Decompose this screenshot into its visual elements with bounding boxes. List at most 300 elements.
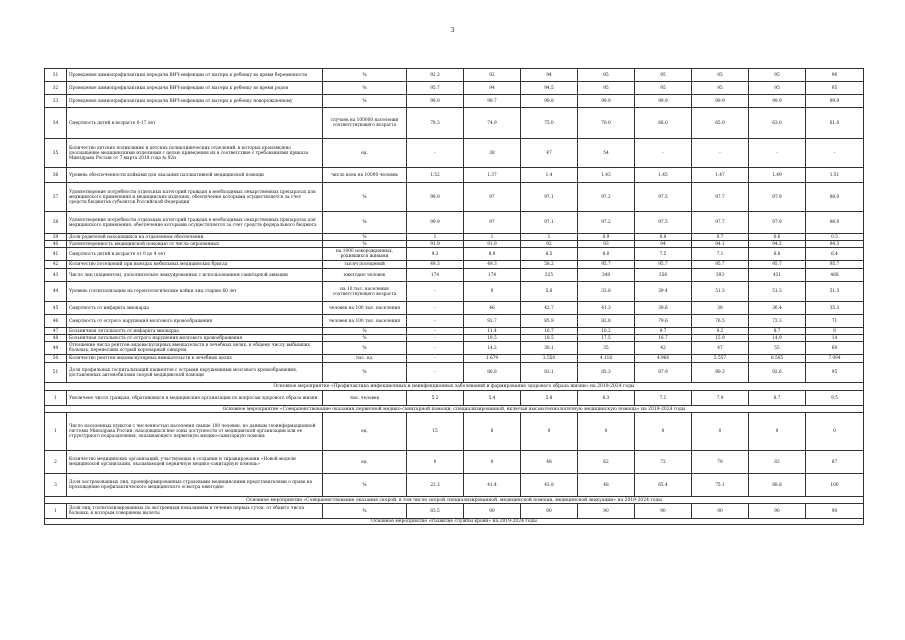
value-cell: 42 <box>635 342 692 355</box>
value-cell: 90 <box>635 504 692 519</box>
value-cell: 91.9 <box>407 241 464 248</box>
value-cell: 9.2 <box>692 328 749 335</box>
value-cell: 38 <box>464 139 521 168</box>
unit-cell: % <box>323 241 407 248</box>
unit-cell: % <box>323 474 407 497</box>
value-cell: 6.505 <box>749 355 806 363</box>
value-cell: 16.7 <box>635 335 692 342</box>
table-row <box>45 413 864 451</box>
table-row <box>45 282 864 302</box>
indicator-name: Увеличено число граждан, обратившихся в медицинские организации по вопросам здорового образа жизни <box>67 391 323 406</box>
value-cell: 85.9 <box>521 315 578 328</box>
value-cell: 4.118 <box>578 355 635 363</box>
value-cell: 49.3 <box>464 261 521 269</box>
value-cell: 99.9 <box>635 95 692 108</box>
indicator-name: Число населенных пунктов с численностью населения свыше 100 человек, по данным геоинформационной системы Минздрава России, находящихся вне зоны доступности от медицинской организации или ее структурного подразделения, оказывающего первичную медико-санитарную помощь <box>67 413 323 451</box>
row-number: 44 <box>45 282 67 302</box>
value-cell: 42.7 <box>521 302 578 315</box>
value-cell: 94.3 <box>806 241 864 248</box>
value-cell: 5.8 <box>521 391 578 406</box>
value-cell: 7.5 <box>635 248 692 261</box>
value-cell: 6.4 <box>806 248 864 261</box>
indicator-name: Проведение химиопрофилактики передачи ВИЧ-инфекции от матери к ребенку во время родов <box>67 82 323 95</box>
unit-cell: ед. <box>323 451 407 474</box>
value-cell: 94.1 <box>692 241 749 248</box>
section-row <box>45 406 864 413</box>
table-row <box>45 315 864 328</box>
value-cell: 8 <box>806 328 864 335</box>
table-row <box>45 328 864 335</box>
row-number: 42 <box>45 261 67 269</box>
value-cell: 1.43 <box>578 168 635 183</box>
value-cell: 83.5 <box>407 504 464 519</box>
value-cell: 99.9 <box>749 95 806 108</box>
value-cell: 15 <box>407 413 464 451</box>
indicator-name: Смертность от острого нарушения мозгового кровообращения <box>67 315 323 328</box>
value-cell: 95 <box>806 363 864 383</box>
value-cell: 0 <box>806 413 864 451</box>
value-cell: - <box>407 302 464 315</box>
unit-cell: тыс. человек <box>323 391 407 406</box>
value-cell: 10.7 <box>521 328 578 335</box>
value-cell: 0 <box>464 451 521 474</box>
value-cell: 80.8 <box>464 363 521 383</box>
value-cell: 8.7 <box>749 328 806 335</box>
row-number: 33 <box>45 95 67 108</box>
value-cell: 76.5 <box>692 315 749 328</box>
row-number: 3 <box>45 474 67 497</box>
value-cell: 90.3 <box>692 363 749 383</box>
unit-cell: на 1000 новорожденных, родившихся живыми <box>323 248 407 261</box>
value-cell: 14.9 <box>749 335 806 342</box>
table-row <box>45 212 864 234</box>
table-row <box>45 451 864 474</box>
indicator-name: Количество детских поликлиник и детских поликлинических отделений, в которых произведено дооснащение медицинскими изделиями с целью приведения их в соответствие с требованиями приказа Минздрава России от 7 марта 2018 года № 92н <box>67 139 323 168</box>
value-cell: 94.5 <box>521 82 578 95</box>
value-cell: 9.7 <box>635 328 692 335</box>
value-cell: 87.9 <box>635 363 692 383</box>
table-row <box>45 69 864 82</box>
value-cell: 1.45 <box>635 168 692 183</box>
value-cell: 97.7 <box>692 212 749 234</box>
section-title: Основное мероприятие «Развитие службы крови» на 2019-2024 годы <box>45 519 864 525</box>
indicator-name: Смертность детей в возрасте 0-17 лет <box>67 108 323 139</box>
value-cell: 97 <box>464 183 521 212</box>
value-cell: 92.6 <box>749 363 806 383</box>
value-cell: 62 <box>578 451 635 474</box>
table-row <box>45 82 864 95</box>
row-number: 45 <box>45 302 67 315</box>
value-cell: 3.550 <box>521 355 578 363</box>
section-title: Основное мероприятие «Совершенствование оказания скорой, в том числе скорой специализированной, медицинской помощи, медицинской эвакуации» на 2019-2024 годы <box>45 497 864 504</box>
value-cell: 92 <box>521 241 578 248</box>
value-cell: 61.0 <box>806 108 864 139</box>
unit-cell: % <box>323 212 407 234</box>
value-cell: 95 <box>692 69 749 82</box>
value-cell: 1.37 <box>464 168 521 183</box>
value-cell: 99.9 <box>806 95 864 108</box>
value-cell: 325 <box>521 269 578 282</box>
value-cell: 87 <box>806 451 864 474</box>
value-cell: 99.9 <box>692 95 749 108</box>
value-cell: 6.6 <box>749 248 806 261</box>
value-cell: 48 <box>578 474 635 497</box>
value-cell: 431 <box>749 269 806 282</box>
row-number: 37 <box>45 183 67 212</box>
value-cell: 90 <box>521 504 578 519</box>
value-cell: 8.0 <box>578 248 635 261</box>
unit-cell: тыс. ед. <box>323 355 407 363</box>
value-cell: 35 <box>578 342 635 355</box>
value-cell: 97.2 <box>578 212 635 234</box>
value-cell: - <box>407 355 464 363</box>
value-cell: 7.1 <box>692 248 749 261</box>
value-cell: - <box>692 139 749 168</box>
indicator-name: Проведение химиопрофилактики передачи ВИЧ-инфекции от матери к ребенку во время беременности <box>67 69 323 82</box>
table-row <box>45 342 864 355</box>
value-cell: 65.4 <box>635 474 692 497</box>
unit-cell: человек на 100 тыс. населения <box>323 315 407 328</box>
value-cell: 39.4 <box>635 282 692 302</box>
section-title: Основное мероприятие «Профилактика инфекционных и неинфекционных заболеваний и формирование здорового образа жизни» на 2019-2024 годы <box>45 383 864 391</box>
value-cell: 95 <box>578 69 635 82</box>
row-number: 34 <box>45 108 67 139</box>
value-cell: 95.7 <box>749 261 806 269</box>
indicator-name: Доля лиц, госпитализированных по экстренным показаниям в течение первых суток, от общего числа больных, к которым совершены вылеты <box>67 504 323 519</box>
value-cell: 468 <box>806 269 864 282</box>
value-cell: 74.9 <box>464 108 521 139</box>
unit-cell: % <box>323 234 407 241</box>
value-cell: 1 <box>407 234 464 241</box>
value-cell: 91.9 <box>464 241 521 248</box>
row-number: 48 <box>45 335 67 342</box>
indicator-name: Уровень обеспеченности койками для оказания паллиативной медицинской помощи <box>67 168 323 183</box>
value-cell: 7.1 <box>635 391 692 406</box>
row-number: 2 <box>45 451 67 474</box>
value-cell: 97.7 <box>692 183 749 212</box>
indicator-name: Проведение химиопрофилактики передачи ВИЧ-инфекции от матери к ребенку новорожденному <box>67 95 323 108</box>
value-cell: 1.4 <box>521 168 578 183</box>
table-row <box>45 248 864 261</box>
row-number: 1 <box>45 413 67 451</box>
value-cell: 5.2 <box>407 391 464 406</box>
indicator-name: Отношение числа рентген-эндоваскулярных вмешательств в лечебных целях, к общему числу выбывших больных, перенесших острый коронарный синдром <box>67 342 323 355</box>
value-cell: - <box>407 315 464 328</box>
value-cell: 15.9 <box>692 335 749 342</box>
value-cell: 1 <box>464 234 521 241</box>
value-cell: 99.9 <box>407 95 464 108</box>
value-cell: 393 <box>692 269 749 282</box>
value-cell: 95.7 <box>407 82 464 95</box>
value-cell: 97.2 <box>578 183 635 212</box>
value-cell: 1.49 <box>749 168 806 183</box>
value-cell: 83.1 <box>521 363 578 383</box>
value-cell: 47 <box>521 139 578 168</box>
value-cell: 92 <box>464 69 521 82</box>
value-cell: 65.0 <box>692 108 749 139</box>
value-cell: 10.2 <box>578 328 635 335</box>
value-cell: 94 <box>521 69 578 82</box>
value-cell: 0.7 <box>692 234 749 241</box>
value-cell: 95 <box>749 69 806 82</box>
value-cell: - <box>635 139 692 168</box>
value-cell: 51.3 <box>749 282 806 302</box>
unit-cell: ед. <box>323 413 407 451</box>
value-cell: 90 <box>464 504 521 519</box>
value-cell: 95.7 <box>578 261 635 269</box>
row-number: 31 <box>45 69 67 82</box>
value-cell: - <box>407 363 464 383</box>
row-number: 51 <box>45 363 67 383</box>
value-cell: 96 <box>806 69 864 82</box>
value-cell: 0.8 <box>635 234 692 241</box>
unit-cell: % <box>323 95 407 108</box>
value-cell: 75.0 <box>521 108 578 139</box>
indicator-name: Удовлетворение потребности отдельных категорий граждан в необходимых лекарственных препаратах для медицинского применения и медицинских изделиях, обеспечение которыми осуществляется за счет средств бюджетов субъектов Российской Федерации <box>67 183 323 212</box>
value-cell: 97.9 <box>749 212 806 234</box>
indicator-name: Доля застрахованных лиц, проинформированных страховыми медицинскими представителями о праве на прохождение профилактического медицинского осмотра ежегодно <box>67 474 323 497</box>
value-cell: - <box>407 342 464 355</box>
value-cell: 95 <box>635 69 692 82</box>
value-cell: - <box>806 139 864 168</box>
row-number: 36 <box>45 168 67 183</box>
value-cell: 41.4 <box>464 474 521 497</box>
section-row <box>45 497 864 504</box>
value-cell: 14.2 <box>464 342 521 355</box>
row-number: 39 <box>45 234 67 241</box>
value-cell: 58.2 <box>521 261 578 269</box>
indicator-name: Доля профильных госпитализаций пациентов с острыми нарушениями мозгового кровообращения, доставленных автомобилями скорой медицинской помощи <box>67 363 323 383</box>
unit-cell: ед. <box>323 139 407 168</box>
value-cell: 99.7 <box>464 95 521 108</box>
unit-cell: на 10 тыс. населения соответствующего возраста <box>323 282 407 302</box>
value-cell: 79.6 <box>635 315 692 328</box>
value-cell: 0 <box>407 451 464 474</box>
value-cell: 174 <box>464 269 521 282</box>
value-cell: 38 <box>692 302 749 315</box>
indicator-name: Больничная летальность от инфаркта миокарда <box>67 328 323 335</box>
value-cell: 349 <box>578 269 635 282</box>
unit-cell: человек на 100 тыс. населения <box>323 302 407 315</box>
value-cell: 79 <box>692 451 749 474</box>
value-cell: 11.4 <box>464 328 521 335</box>
value-cell: 75.1 <box>692 474 749 497</box>
value-cell: 1 <box>521 234 578 241</box>
indicator-name: Смертность детей в возрасте от 0 до 4 лет <box>67 248 323 261</box>
table-row <box>45 261 864 269</box>
value-cell: 33.8 <box>578 282 635 302</box>
value-cell: 95.7 <box>692 261 749 269</box>
value-cell: 95 <box>749 82 806 95</box>
indicator-name: Количество посещений при выездах мобильных медицинских бригад <box>67 261 323 269</box>
value-cell: 5.4 <box>464 391 521 406</box>
value-cell: 99.9 <box>407 183 464 212</box>
indicator-name: Число лиц (пациентов), дополнительно эвакуированных с использованием санитарной авиации <box>67 269 323 282</box>
table-row <box>45 355 864 363</box>
row-number: 41 <box>45 248 67 261</box>
value-cell: 99.8 <box>521 95 578 108</box>
row-number: 1 <box>45 504 67 519</box>
indicator-name: Удовлетворенность медицинской помощью от числа опрошенных <box>67 241 323 248</box>
table-row <box>45 183 864 212</box>
value-cell: 99.9 <box>578 95 635 108</box>
value-cell: 79.3 <box>407 108 464 139</box>
value-cell: 90 <box>749 504 806 519</box>
value-cell: 54 <box>578 139 635 168</box>
value-cell: 92.7 <box>464 315 521 328</box>
table-row <box>45 335 864 342</box>
indicator-name: Больничная летальность от острого нарушения мозгового кровообращения <box>67 335 323 342</box>
value-cell: 0.9 <box>578 234 635 241</box>
indicator-name: Уровень госпитализации на геронтологические койки лиц старше 60 лет <box>67 282 323 302</box>
value-cell: 8.5 <box>521 248 578 261</box>
value-cell: 82.8 <box>578 315 635 328</box>
value-cell: 36.4 <box>749 302 806 315</box>
value-cell: 9.3 <box>407 248 464 261</box>
row-number: 50 <box>45 355 67 363</box>
value-cell: 0 <box>692 413 749 451</box>
value-cell: 73.3 <box>749 315 806 328</box>
unit-cell: % <box>323 328 407 335</box>
unit-cell: % <box>323 183 407 212</box>
row-number: 46 <box>45 315 67 328</box>
value-cell: 63.0 <box>749 108 806 139</box>
value-cell: 5.6 <box>521 282 578 302</box>
value-cell: 98.0 <box>806 183 864 212</box>
table-row <box>45 168 864 183</box>
value-cell: 8.9 <box>464 248 521 261</box>
value-cell: 7.9 <box>692 391 749 406</box>
value-cell: 41.3 <box>578 302 635 315</box>
value-cell: 5.557 <box>692 355 749 363</box>
value-cell: 94.2 <box>749 241 806 248</box>
value-cell: 90 <box>578 504 635 519</box>
value-cell: 9.5 <box>806 391 864 406</box>
row-number: 40 <box>45 241 67 248</box>
table-row <box>45 95 864 108</box>
value-cell: 95 <box>635 82 692 95</box>
value-cell: 90 <box>806 504 864 519</box>
unit-cell: тысяч посещений <box>323 261 407 269</box>
value-cell: 83 <box>749 451 806 474</box>
unit-cell: % <box>323 363 407 383</box>
value-cell: 39.6 <box>635 302 692 315</box>
value-cell: 0 <box>635 413 692 451</box>
value-cell: - <box>407 139 464 168</box>
value-cell: 0 <box>749 413 806 451</box>
table-row <box>45 139 864 168</box>
value-cell: 97.5 <box>635 183 692 212</box>
value-cell: 51.3 <box>692 282 749 302</box>
value-cell: 8.7 <box>749 391 806 406</box>
value-cell: 19.5 <box>464 335 521 342</box>
value-cell: 94 <box>635 241 692 248</box>
value-cell: 356 <box>635 269 692 282</box>
unit-cell: случаев на 100000 населения соответствующего возраста <box>323 108 407 139</box>
value-cell: 92.3 <box>407 69 464 82</box>
value-cell: 97 <box>464 212 521 234</box>
value-cell: 95 <box>578 82 635 95</box>
value-cell: 97.5 <box>635 212 692 234</box>
value-cell: 0.6 <box>749 234 806 241</box>
row-number: 38 <box>45 212 67 234</box>
section-row <box>45 519 864 525</box>
value-cell: 1.51 <box>806 168 864 183</box>
indicator-name: Количество рентген-эндоваскулярных вмешательств в лечебных целях <box>67 355 323 363</box>
value-cell: 0 <box>521 413 578 451</box>
value-cell: 8 <box>464 413 521 451</box>
value-cell: 95 <box>806 82 864 95</box>
value-cell: 1.679 <box>464 355 521 363</box>
value-cell: 93 <box>578 241 635 248</box>
table-row <box>45 391 864 406</box>
table-row <box>45 363 864 383</box>
unit-cell: % <box>323 342 407 355</box>
value-cell: 97.1 <box>521 183 578 212</box>
value-cell: 174 <box>407 269 464 282</box>
indicators-table <box>44 68 864 525</box>
value-cell: 97.1 <box>521 212 578 234</box>
value-cell: 99.9 <box>407 212 464 234</box>
table-row <box>45 108 864 139</box>
value-cell: 35.3 <box>806 302 864 315</box>
value-cell: 55 <box>749 342 806 355</box>
value-cell: 71 <box>806 315 864 328</box>
value-cell: 1.52 <box>407 168 464 183</box>
row-number: 49 <box>45 342 67 355</box>
value-cell: 97.9 <box>749 183 806 212</box>
page-number: 3 <box>450 27 455 34</box>
value-cell: 4.966 <box>635 355 692 363</box>
value-cell: 94 <box>464 82 521 95</box>
value-cell: 85.3 <box>578 363 635 383</box>
value-cell: 98.0 <box>806 212 864 234</box>
row-number: 47 <box>45 328 67 335</box>
table-row <box>45 234 864 241</box>
value-cell: 7.094 <box>806 355 864 363</box>
value-cell: 1.47 <box>692 168 749 183</box>
row-number: 43 <box>45 269 67 282</box>
value-cell: 0 <box>578 413 635 451</box>
value-cell: 95.7 <box>635 261 692 269</box>
value-cell: 95 <box>692 82 749 95</box>
value-cell: 0.5 <box>806 234 864 241</box>
value-cell: 18.5 <box>521 335 578 342</box>
row-number: 1 <box>45 391 67 406</box>
indicator-name: Доля родителей находящихся на отдаленном обеспечении <box>67 234 323 241</box>
value-cell: 95.7 <box>806 261 864 269</box>
value-cell: 68.0 <box>635 108 692 139</box>
value-cell: 30.1 <box>521 342 578 355</box>
unit-cell: % <box>323 504 407 519</box>
value-cell: - <box>407 328 464 335</box>
value-cell: 49.3 <box>407 261 464 269</box>
table-row <box>45 302 864 315</box>
row-number: 35 <box>45 139 67 168</box>
unit-cell: % <box>323 335 407 342</box>
unit-cell: число коек на 10000 человек <box>323 168 407 183</box>
value-cell: 22.3 <box>407 474 464 497</box>
value-cell: 14 <box>806 335 864 342</box>
unit-cell: ежегодно человек <box>323 269 407 282</box>
value-cell: 46 <box>464 302 521 315</box>
value-cell: 70.0 <box>578 108 635 139</box>
value-cell: - <box>407 335 464 342</box>
table-row <box>45 474 864 497</box>
value-cell: 47 <box>692 342 749 355</box>
section-title: Основное мероприятие «Совершенствование оказания первичной медико-санитарной помощи, специализированной, включая высокотехнологичную медицинскую помощь» на 2019-2024 годы <box>45 406 864 413</box>
table-row <box>45 241 864 248</box>
